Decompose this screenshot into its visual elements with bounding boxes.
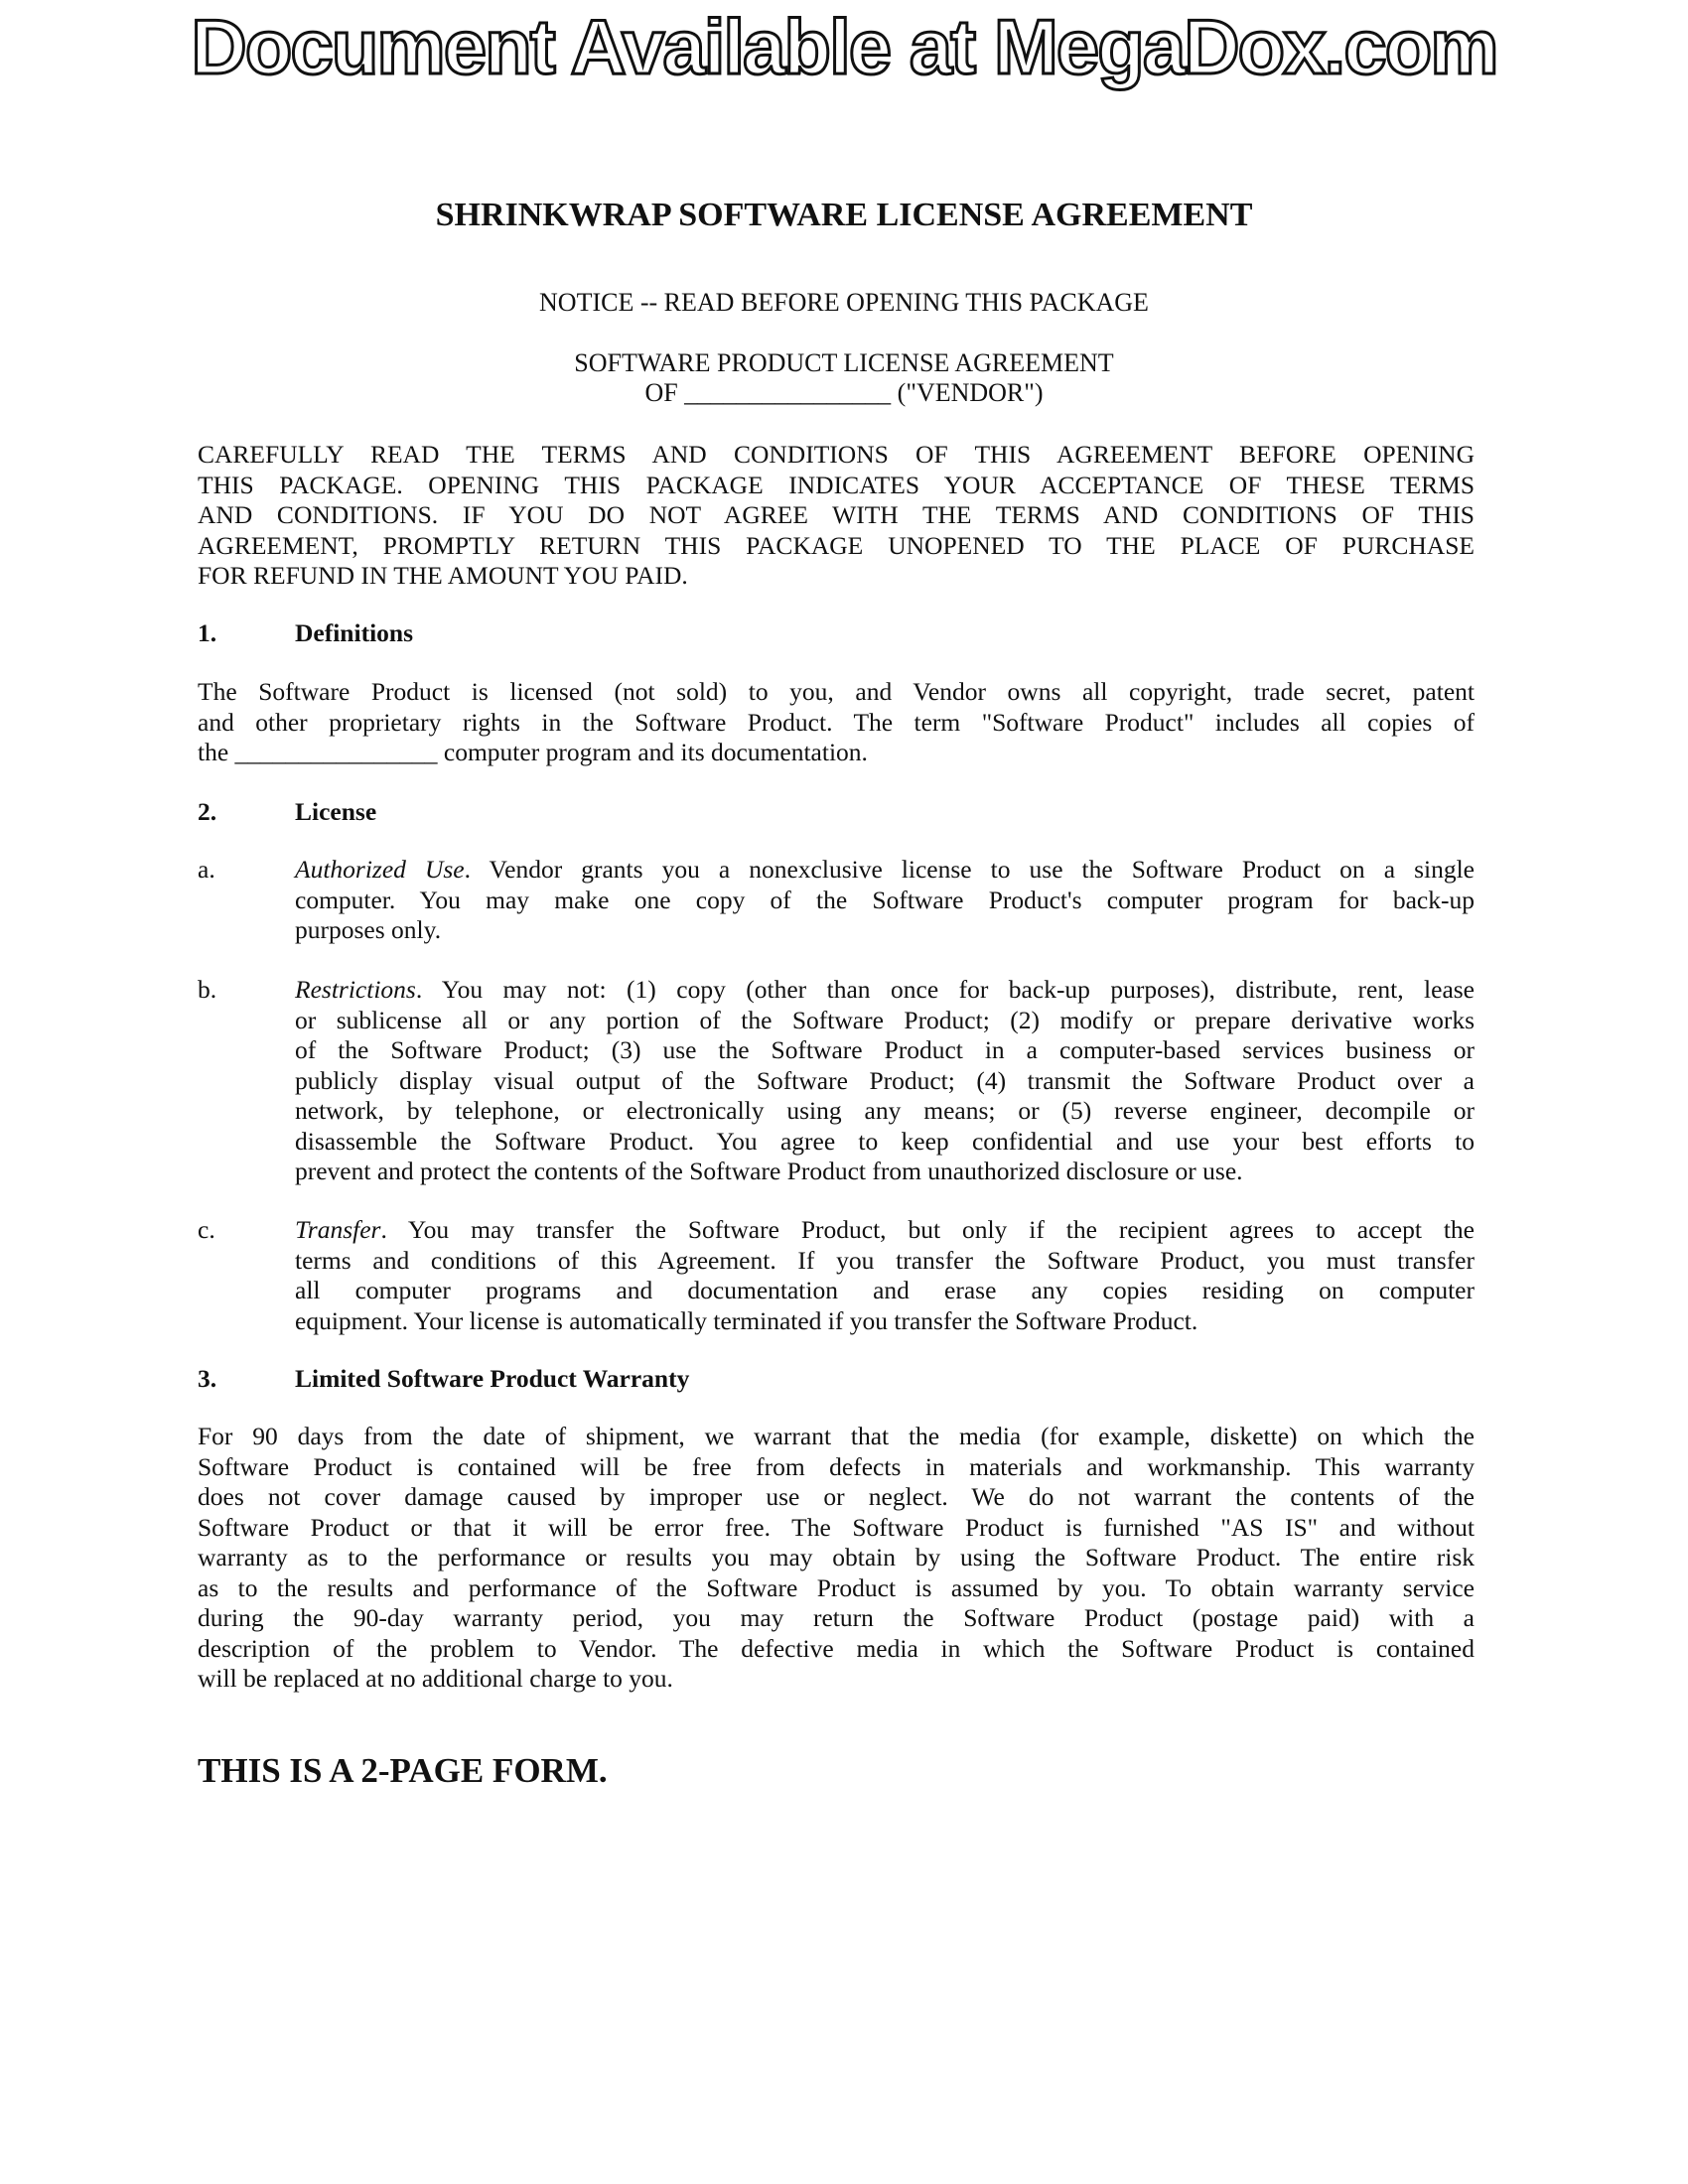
text-line	[198, 561, 1475, 592]
item-lead-title: Restrictions	[295, 975, 416, 1004]
section-heading-license: License	[295, 797, 377, 826]
line-text: or sublicense all or any portion of the Software Product; (2) modify or prepare derivative works	[295, 1005, 1475, 1034]
text-line	[295, 1006, 1475, 1036]
line-text: disassemble the Software Product. You agree to keep confidential and use your best efforts to	[295, 1126, 1475, 1156]
text-line	[198, 708, 1475, 739]
line-text: of the Software Product; (3) use the Software Product in a computer-based services business or	[295, 1035, 1475, 1064]
text-line	[295, 1035, 1475, 1066]
text-line	[295, 915, 1475, 946]
line-text: AGREEMENT, PROMPTLY RETURN THIS PACKAGE UNOPENED TO THE PLACE OF PURCHASE	[198, 530, 1475, 560]
line-text: equipment. Your license is automatically terminated if you transfer the Software Product.	[295, 1305, 1198, 1335]
text-line	[295, 1246, 1475, 1277]
line-text: Software Product is contained will be free from defects in materials and workmanship. This warranty	[198, 1451, 1475, 1481]
text-line	[198, 1603, 1475, 1634]
section-number: 2.	[198, 797, 217, 826]
text-line	[198, 1513, 1475, 1544]
text-line	[295, 1127, 1475, 1158]
text-line	[198, 738, 1475, 768]
section-number: 1.	[198, 618, 217, 647]
line-text: network, by telephone, or electronically using any means; or (5) reverse engineer, decompile or	[295, 1096, 1475, 1125]
item-letter: c.	[198, 1215, 215, 1244]
text-line	[198, 1573, 1475, 1604]
line-text: all computer programs and documentation and erase any copies residing on computer	[295, 1276, 1475, 1304]
line-text: . You may not: (1) copy (other than once for back-up purposes), distribute, rent, lease	[415, 975, 1475, 1004]
item-lead-title: Authorized Use	[295, 855, 465, 884]
text-line	[198, 531, 1475, 562]
warranty-paragraph	[198, 1422, 1475, 1695]
subtitle-line-1: SOFTWARE PRODUCT LICENSE AGREEMENT	[574, 348, 1114, 377]
notice-line: NOTICE -- READ BEFORE OPENING THIS PACKAGE	[539, 288, 1149, 317]
section-number: 3.	[198, 1364, 217, 1393]
line-text: will be replaced at no additional charge to you.	[198, 1664, 673, 1693]
line-text: THIS PACKAGE. OPENING THIS PACKAGE INDICATES YOUR ACCEPTANCE OF THESE TERMS	[198, 470, 1475, 499]
text-line	[198, 1482, 1475, 1513]
section-heading-warranty: Limited Software Product Warranty	[295, 1364, 690, 1393]
item-letter: b.	[198, 975, 217, 1004]
text-line	[295, 1096, 1475, 1127]
line-text: description of the problem to Vendor. The defective media in which the Software Product is contained	[198, 1633, 1475, 1663]
text-line	[198, 1452, 1475, 1483]
line-text: warranty as to the performance or results you may obtain by using the Software Product. The entire risk	[198, 1543, 1475, 1571]
subtitle-line-2: OF ________________ ("VENDOR")	[644, 378, 1044, 407]
intro-paragraph	[198, 440, 1475, 592]
line-text: does not cover damage caused by improper use or neglect. We do not warrant the contents of the	[198, 1482, 1475, 1511]
document-title: SHRINKWRAP SOFTWARE LICENSE AGREEMENT	[435, 197, 1253, 233]
license-item-authorized-use	[295, 855, 1475, 946]
definitions-paragraph	[198, 677, 1475, 768]
line-text: AND CONDITIONS. IF YOU DO NOT AGREE WITH THE TERMS AND CONDITIONS OF THIS	[198, 500, 1475, 529]
line-text: For 90 days from the date of shipment, we warrant that the media (for example, diskette) on which the	[198, 1422, 1475, 1450]
line-text: FOR REFUND IN THE AMOUNT YOU PAID.	[198, 561, 688, 590]
text-line	[295, 1276, 1475, 1306]
text-line	[198, 677, 1475, 708]
text-line	[295, 1306, 1475, 1337]
text-line	[295, 1215, 1475, 1246]
line-text: as to the results and performance of the Software Product is assumed by you. To obtain warranty service	[198, 1572, 1475, 1602]
item-lead-title: Transfer	[295, 1215, 381, 1244]
line-text: prevent and protect the contents of the Software Product from unauthorized disclosure or use.	[295, 1157, 1243, 1185]
text-line	[198, 1422, 1475, 1452]
two-page-form-notice: THIS IS A 2-PAGE FORM.	[198, 1751, 608, 1790]
text-line	[295, 975, 1475, 1006]
text-line	[198, 471, 1475, 501]
line-text: CAREFULLY READ THE TERMS AND CONDITIONS OF THIS AGREEMENT BEFORE OPENING	[198, 440, 1475, 469]
line-text: . Vendor grants you a nonexclusive license to use the Software Product on a single	[464, 855, 1475, 884]
line-text: publicly display visual output of the Software Product; (4) transmit the Software Product over a	[295, 1065, 1475, 1095]
text-line	[295, 886, 1475, 916]
text-line	[295, 1066, 1475, 1097]
megadox-watermark-banner: Document Available at MegaDox.com	[191, 3, 1497, 90]
line-text: . You may transfer the Software Product, but only if the recipient agrees to accept the	[380, 1215, 1475, 1244]
line-text: Software Product or that it will be error free. The Software Product is furnished "AS IS" and without	[198, 1512, 1475, 1542]
text-line	[198, 440, 1475, 471]
section-heading-definitions: Definitions	[295, 618, 414, 647]
text-line	[198, 1664, 1475, 1695]
line-text: terms and conditions of this Agreement. If you transfer the Software Product, you must transfer	[295, 1245, 1475, 1275]
line-text: the ________________ computer program and its documentation.	[198, 738, 868, 766]
text-line	[198, 500, 1475, 531]
line-text: computer. You may make one copy of the Software Product's computer program for back-up	[295, 885, 1475, 914]
line-text: purposes only.	[295, 915, 442, 944]
line-text: during the 90-day warranty period, you may return the Software Product (postage paid) with a	[198, 1603, 1475, 1632]
text-line	[198, 1543, 1475, 1573]
text-line	[198, 1634, 1475, 1665]
line-text: The Software Product is licensed (not sold) to you, and Vendor owns all copyright, trade secret, patent	[198, 677, 1475, 706]
license-item-transfer	[295, 1215, 1475, 1336]
line-text: and other proprietary rights in the Software Product. The term "Software Product" includes all copies of	[198, 707, 1475, 737]
text-line	[295, 1157, 1475, 1187]
license-item-restrictions	[295, 975, 1475, 1187]
text-line	[295, 855, 1475, 886]
item-letter: a.	[198, 855, 215, 884]
